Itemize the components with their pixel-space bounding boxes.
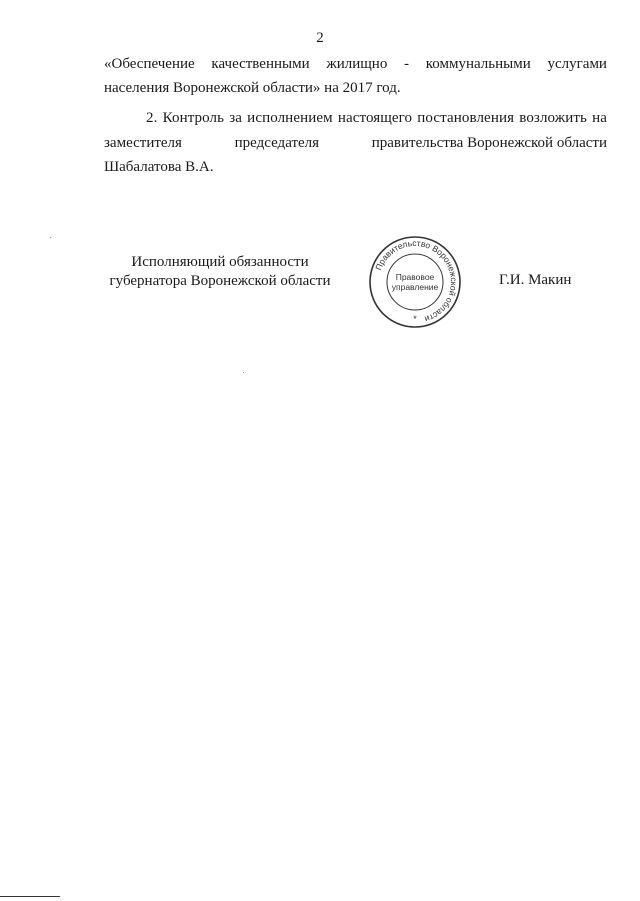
scan-mark [243,372,244,373]
word: заместителя [104,135,182,151]
paragraph-1-line-2: населения Воронежской области» на 2017 год. [104,80,401,96]
word: качественными [211,56,310,72]
word: коммунальными [425,56,531,72]
paragraph-2-line-3: Шабалатова В.А. [104,159,214,175]
word: председателя [234,135,320,151]
position-line-2: губернатора Воронежской области [109,273,331,289]
official-seal [367,234,463,330]
signatory-position [100,253,340,291]
paragraph-2-line-1: 2. Контроль за исполнением настоящего постановления возложить на [146,110,607,126]
seal-center-line-1: Правовое [395,272,435,282]
scan-mark [50,237,51,238]
signatory-name: Г.И. Макин [499,272,572,288]
word: услугами [547,56,607,72]
word: - [404,56,410,72]
word: «Обеспечение [104,56,195,72]
seal-center-line-2: управление [391,282,439,292]
seal-ring-text: Правительство Воронежской области [373,237,460,325]
word: жилищно [326,56,388,72]
word: правительства Воронежской области [371,135,607,151]
paragraph-1-line-1 [104,54,607,74]
bottom-rule [0,896,60,897]
seal-star: * [413,314,417,324]
paragraph-2-line-2 [104,133,607,153]
page-number: 2 [316,30,324,46]
position-line-1: Исполняющий обязанности [131,254,309,270]
